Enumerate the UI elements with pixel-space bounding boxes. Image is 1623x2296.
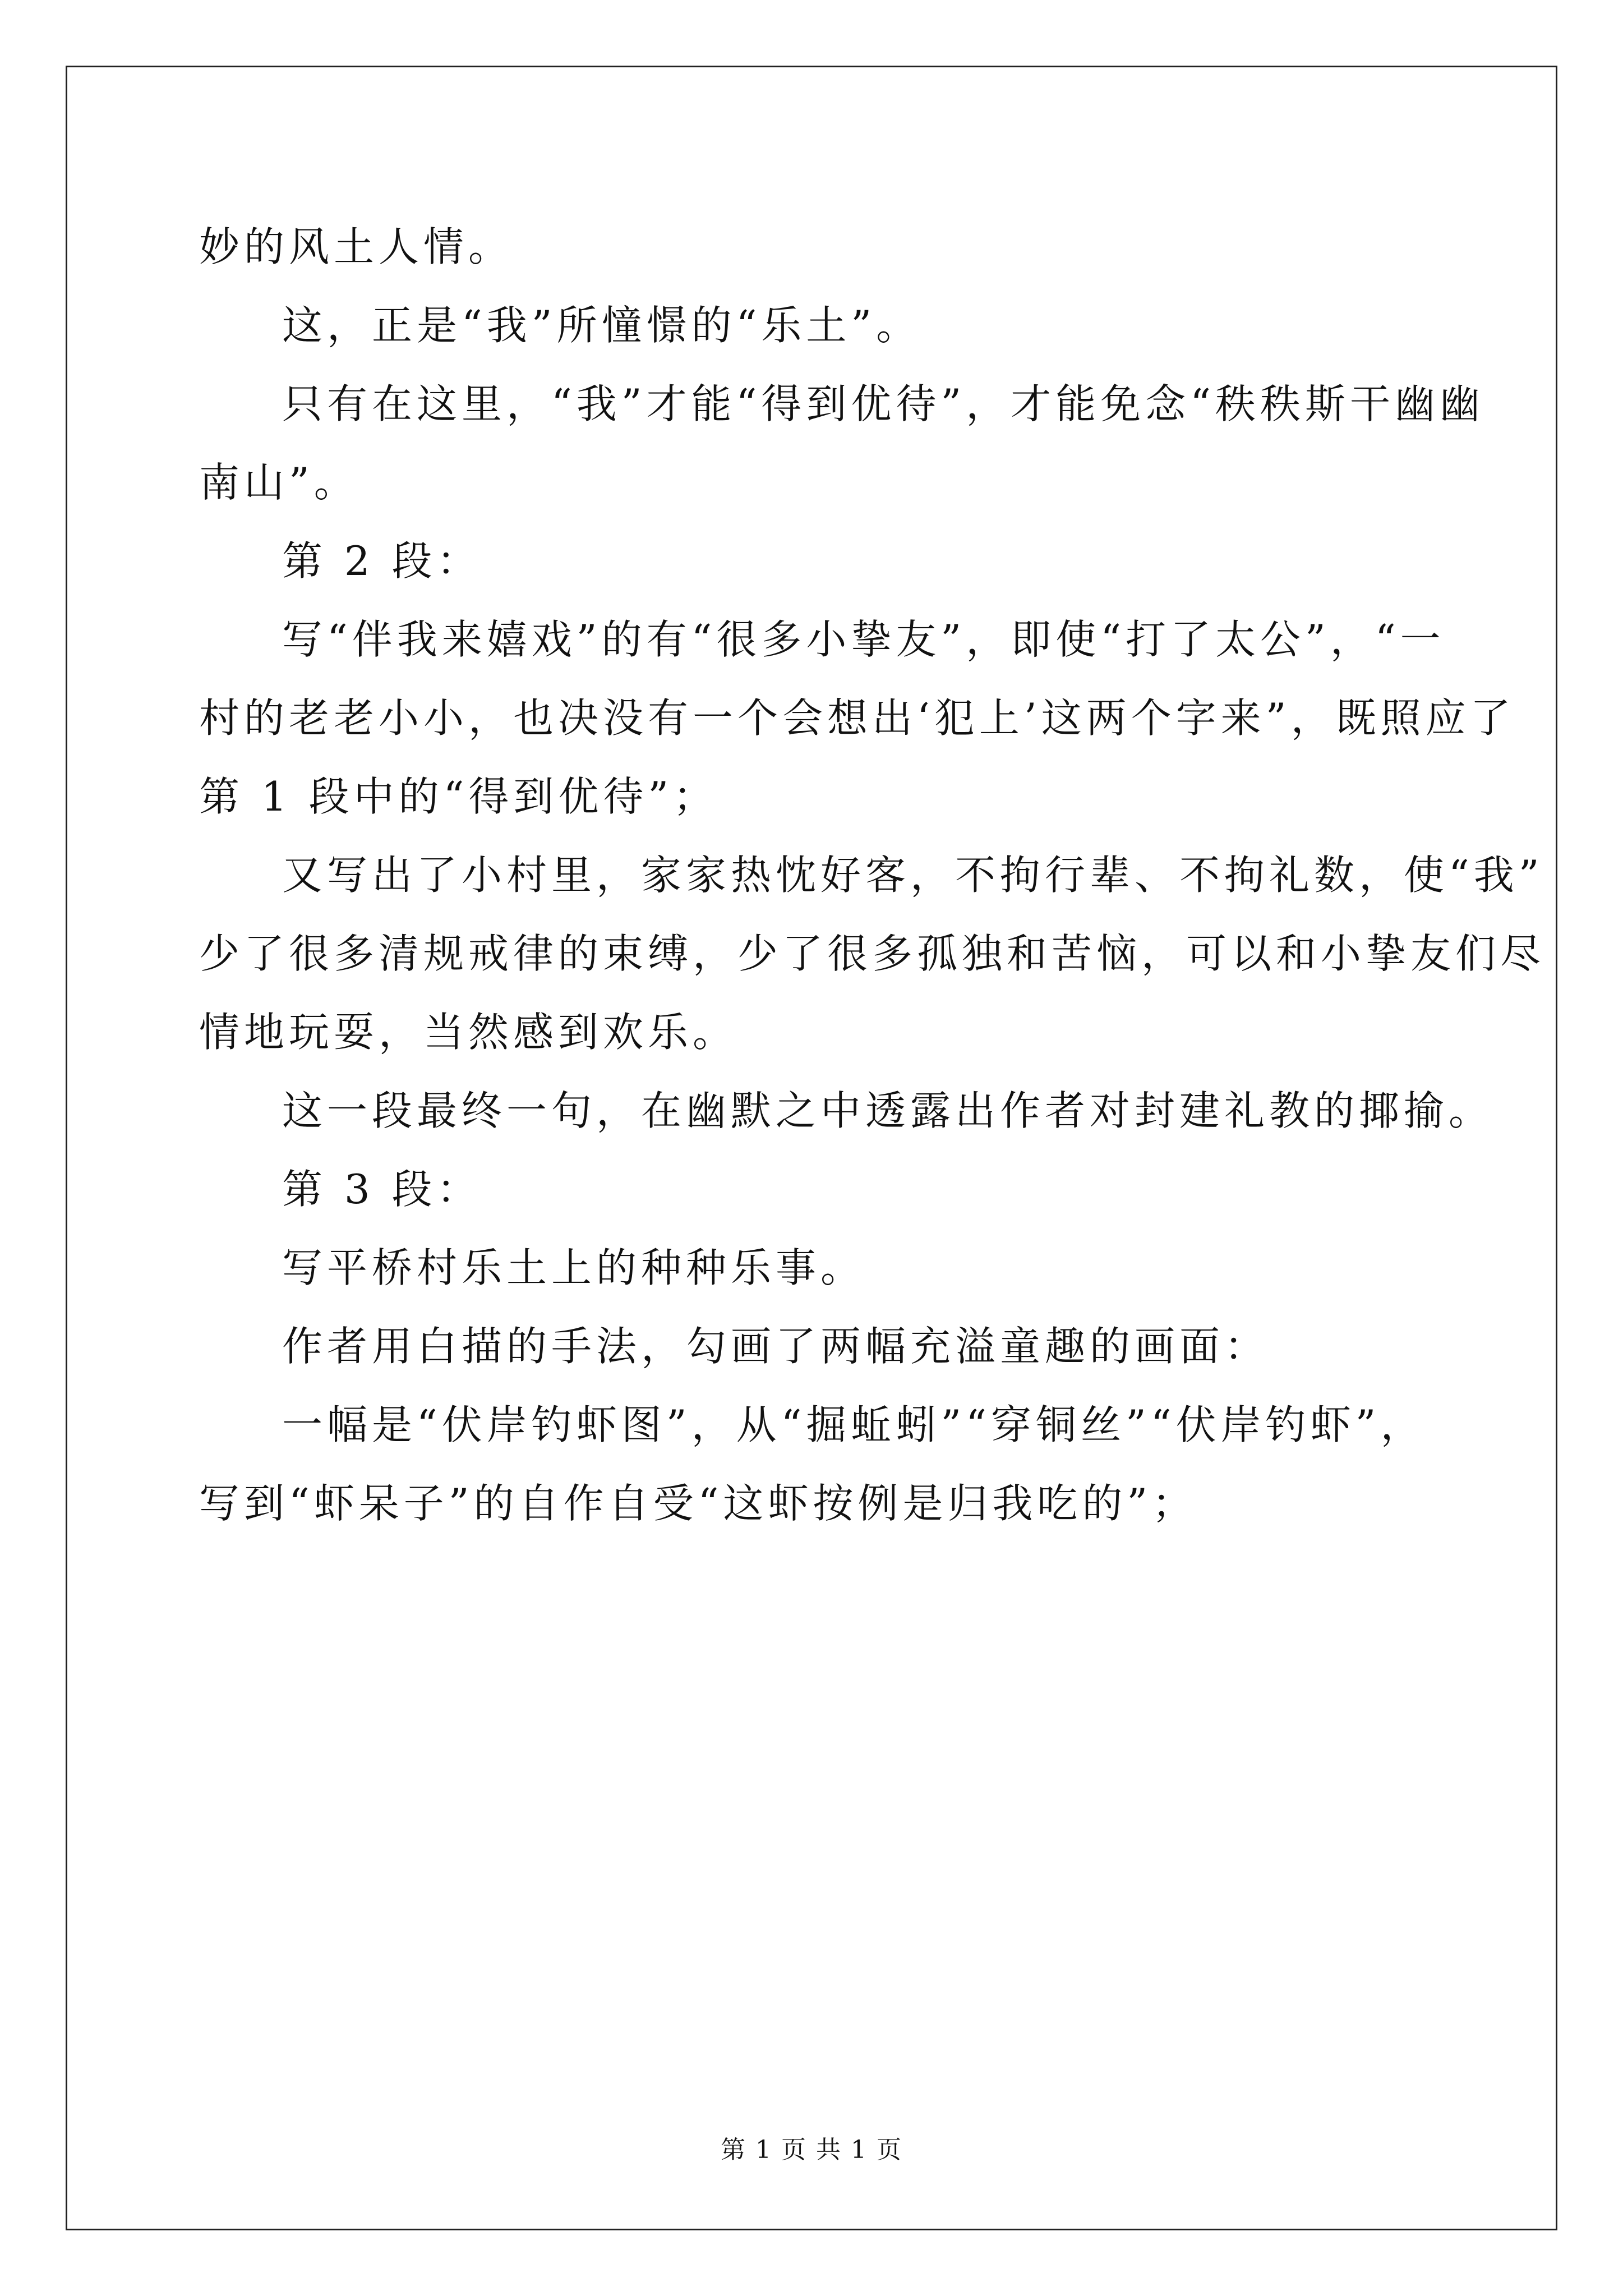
text-line: 只有在这里，“我”才能“得到优待”，才能免念“秩秩斯干幽幽 bbox=[282, 380, 1485, 427]
text-line: 这，正是“我”所憧憬的“乐土”。 bbox=[282, 302, 921, 349]
text-line: 写“伴我来嬉戏”的有“很多小挚友”，即使“打了太公”，“一 bbox=[282, 616, 1445, 663]
page-number-footer: 第 1 页 共 1 页 bbox=[721, 2136, 902, 2164]
text-line: 情地玩耍，当然感到欢乐。 bbox=[199, 1009, 738, 1056]
text-line: 第 3 段： bbox=[282, 1166, 482, 1213]
text-line: 第 2 段： bbox=[282, 537, 482, 585]
text-line: 作者用白描的手法，勾画了两幅充溢童趣的画面： bbox=[282, 1323, 1270, 1370]
text-line: 村的老老小小，也决没有一个会想出‘犯上’这两个字来”，既照应了 bbox=[199, 694, 1515, 742]
text-line: 妙的风土人情。 bbox=[199, 223, 514, 270]
text-line: 一幅是“伏岸钓虾图”，从“掘蚯蚓”“穿铜丝”“伏岸钓虾”， bbox=[282, 1401, 1426, 1448]
text-line: 写到“虾呆子”的自作自受“这虾按例是归我吃的”； bbox=[199, 1480, 1197, 1527]
text-line: 少了很多清规戒律的束缚，少了很多孤独和苦恼，可以和小挚友们尽 bbox=[199, 930, 1546, 977]
text-line: 又写出了小村里，家家热忱好客，不拘行辈、不拘礼数，使“我” bbox=[282, 852, 1544, 899]
text-line: 南山”。 bbox=[199, 459, 359, 506]
text-line: 第 1 段中的“得到优待”； bbox=[199, 773, 718, 820]
text-line: 这一段最终一句，在幽默之中透露出作者对封建礼教的揶揄。 bbox=[282, 1087, 1494, 1134]
text-line: 写平桥村乐土上的种种乐事。 bbox=[282, 1244, 866, 1291]
